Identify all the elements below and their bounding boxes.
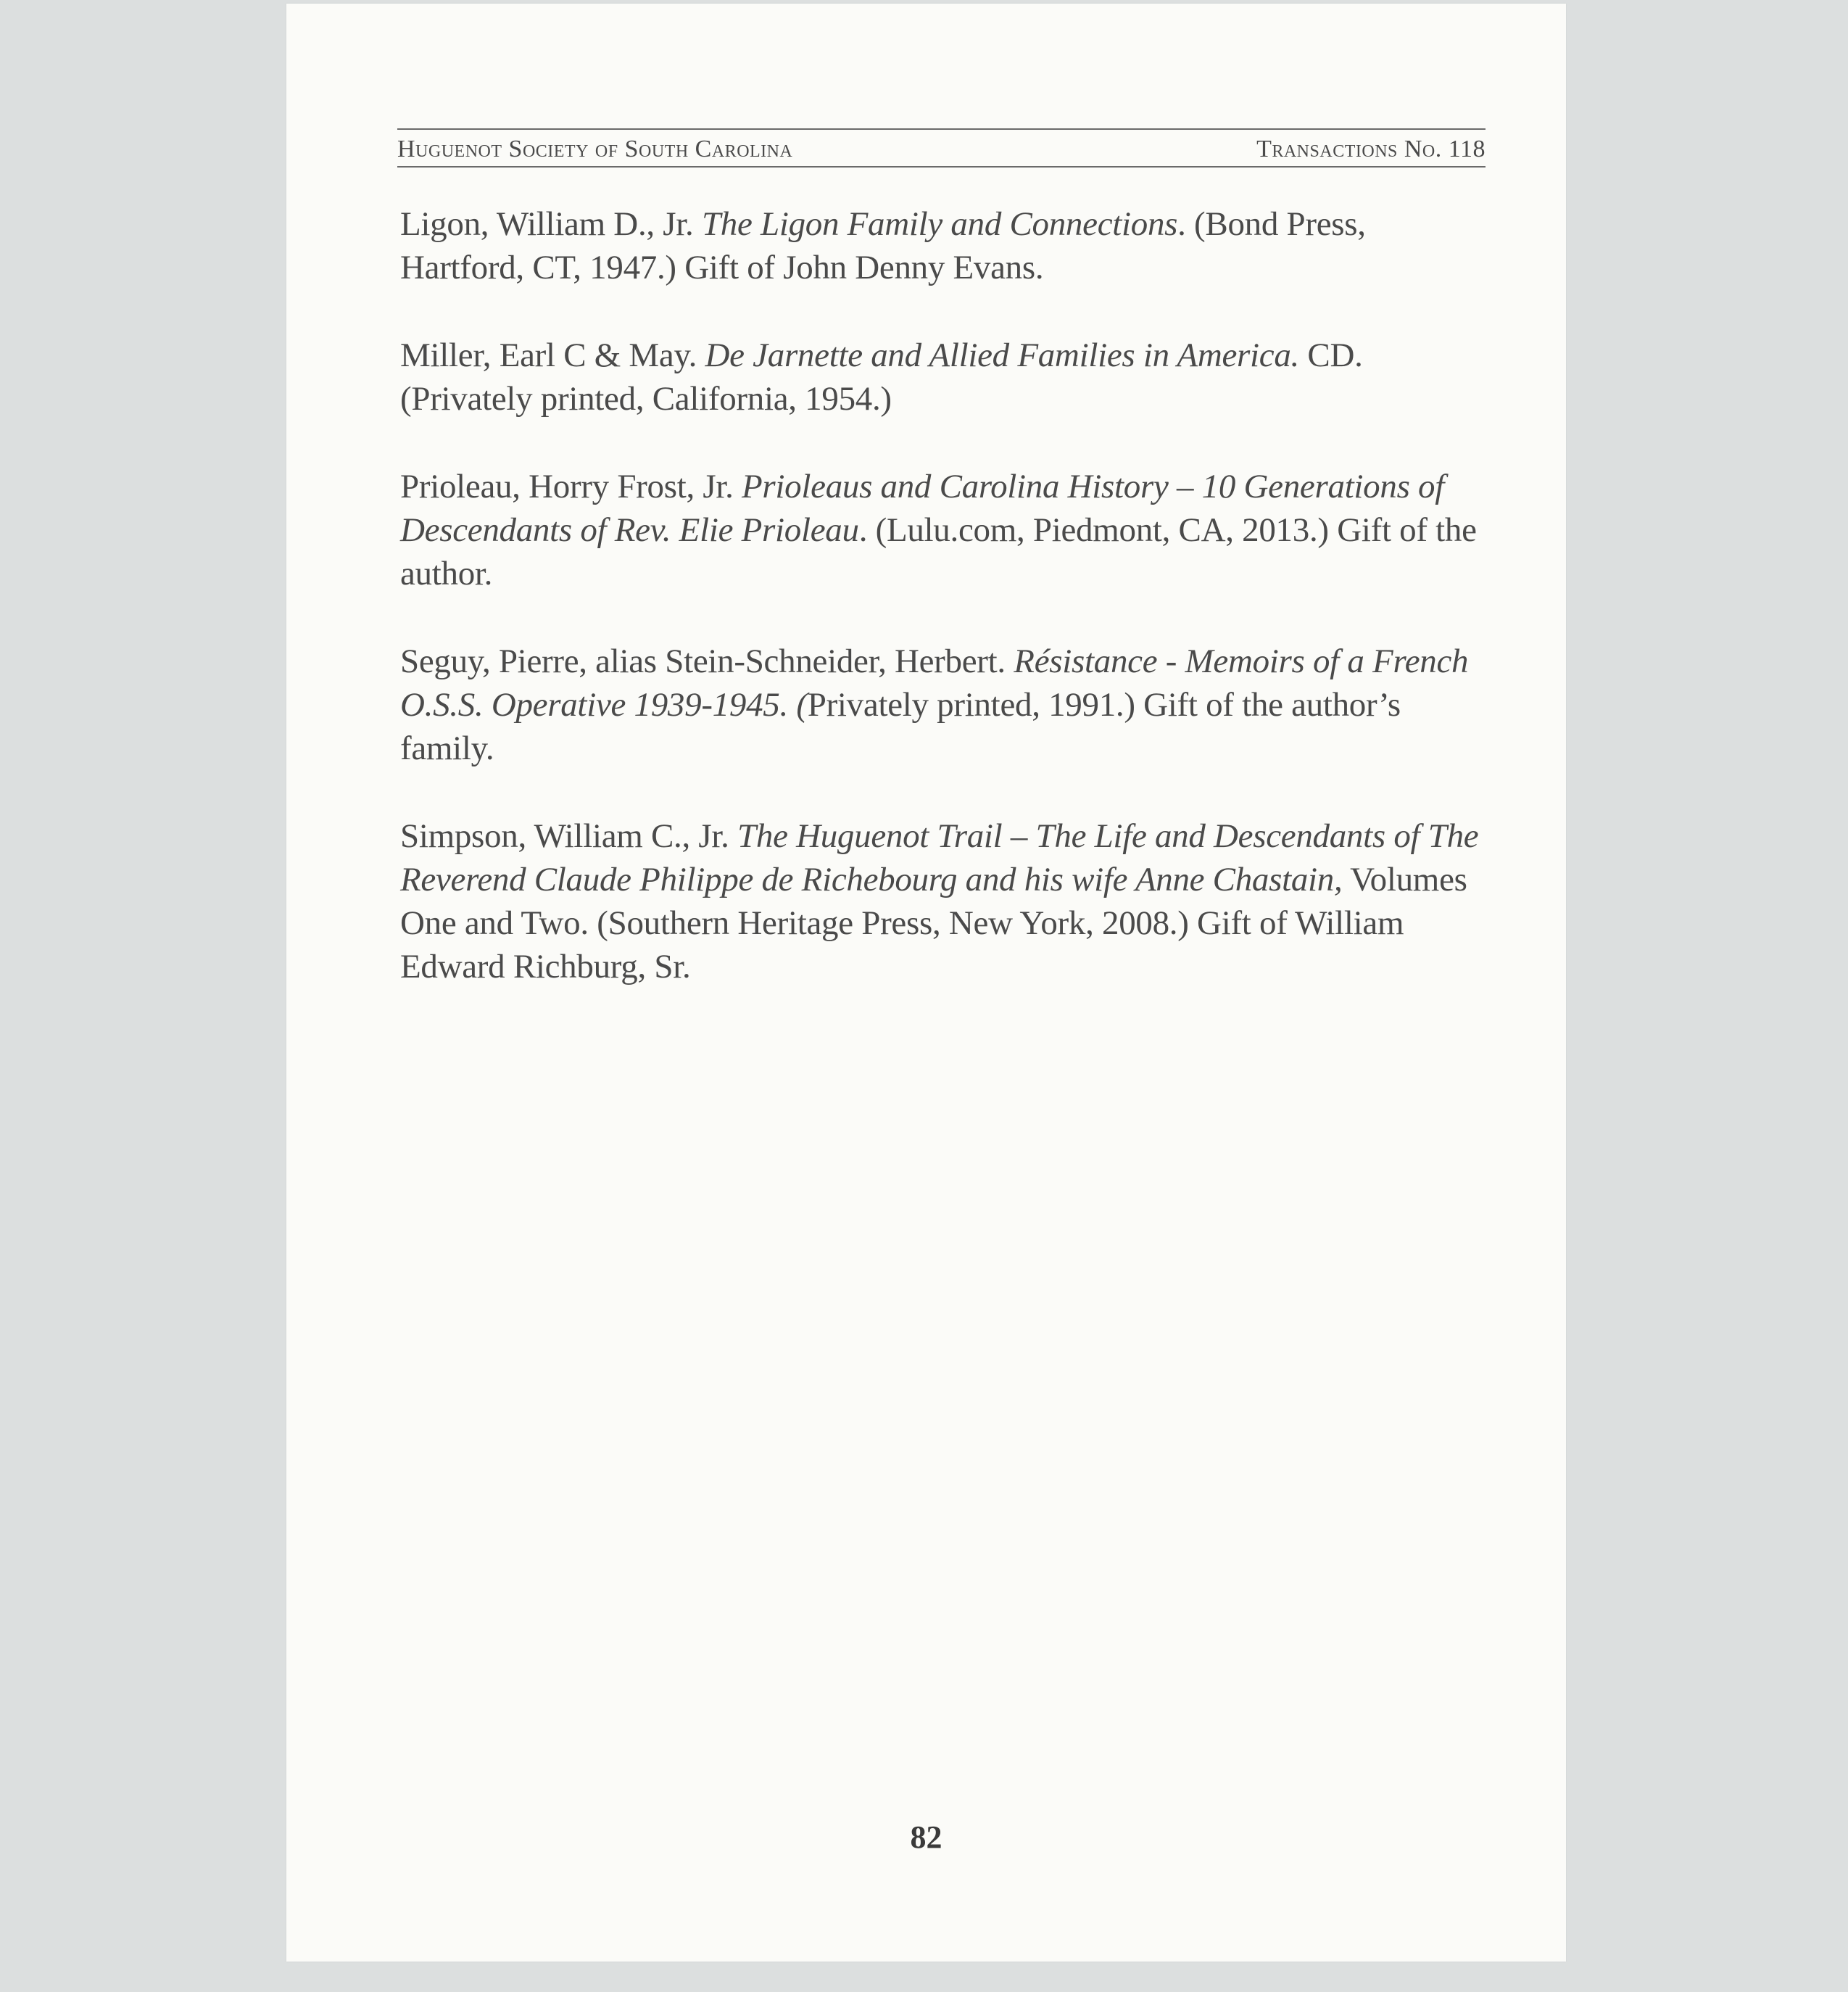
- entry-author: Prioleau, Horry Frost, Jr.: [400, 468, 742, 505]
- bibliography-entry: [400, 202, 1495, 289]
- entry-title: Résistance - Memoirs of a French O.S.S. Operative 1939-1945. (: [400, 642, 1469, 724]
- page-number: 82: [910, 1819, 942, 1855]
- entry-title: Prioleaus and Carolina History – 10 Generations of Descendants of Rev. Elie Prioleau: [400, 468, 1444, 549]
- bibliography-entry: [400, 465, 1495, 595]
- running-head-right: Transactions No. 118: [1256, 136, 1486, 162]
- entry-details: . (Bond Press, Hartford, CT, 1947.) Gift of John Denny Evans.: [400, 205, 1366, 286]
- entry-details: Privately printed, 1991.) Gift of the author’s family.: [400, 686, 1401, 767]
- entry-author: Miller, Earl C & May.: [400, 336, 705, 374]
- bibliography-entry: [400, 334, 1495, 421]
- running-head-left: Huguenot Society of South Carolina: [397, 136, 793, 162]
- bibliography-list: [400, 202, 1495, 1033]
- document-page: [286, 4, 1566, 1962]
- entry-title: The Ligon Family and Connections: [701, 205, 1178, 243]
- entry-title: The Huguenot Trail – The Life and Descendants of The Reverend Claude Philippe de Richebourg and his wife Anne Chastain,: [400, 817, 1479, 898]
- entry-details: . (Lulu.com, Piedmont, CA, 2013.) Gift of the author.: [400, 511, 1477, 592]
- entry-title: De Jarnette and Allied Families in America.: [705, 336, 1299, 374]
- entry-author: Seguy, Pierre, alias Stein-Schneider, Herbert.: [400, 642, 1014, 680]
- running-head: [397, 128, 1486, 168]
- bibliography-entry: [400, 814, 1495, 988]
- entry-details: CD. (Privately printed, California, 1954.): [400, 336, 1363, 418]
- bibliography-entry: [400, 640, 1495, 770]
- entry-author: Ligon, William D., Jr.: [400, 205, 702, 243]
- entry-details: Volumes One and Two. (Southern Heritage Press, New York, 2008.) Gift of William Edward Richburg, Sr.: [400, 861, 1467, 985]
- entry-author: Simpson, William C., Jr.: [400, 817, 738, 855]
